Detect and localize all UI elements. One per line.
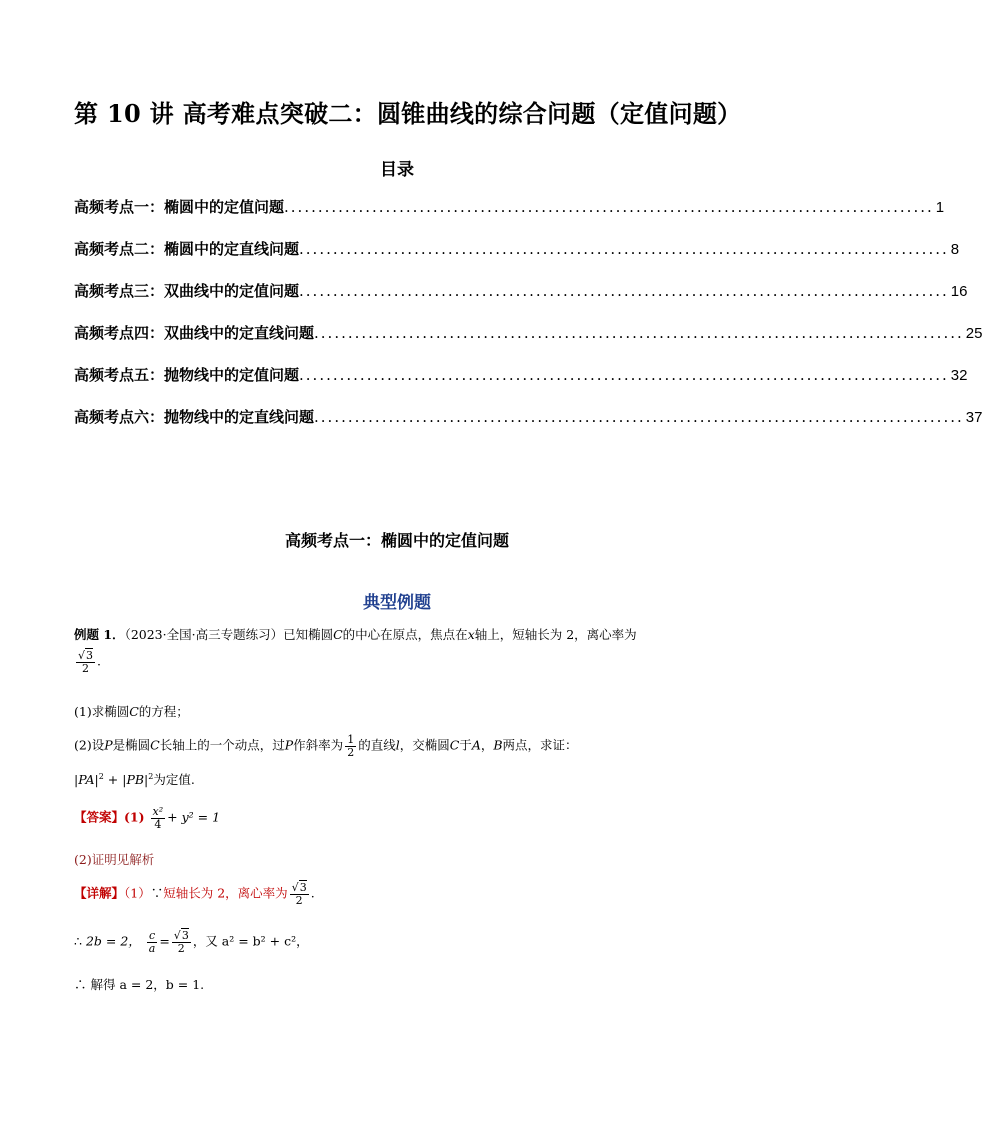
question-1 [74,702,189,720]
var-C: C [449,737,460,753]
a-var: a [148,941,156,955]
answer-part2: (2)证明见解析 [74,852,155,867]
answer-numerator: x² [152,805,164,818]
var-l: l [395,737,400,753]
var-C: C [129,704,139,719]
detail-eq: 2b = 2， [85,933,141,949]
table-of-contents [74,196,982,448]
slope-numerator: 1 [347,733,355,746]
ecc-numerator: 3 [181,929,189,942]
toc-item-page: 32 [950,367,968,384]
toc-item-label: 高频考点二：椭圆中的定直线问题 [74,240,300,258]
q2-text: 作斜率为 [293,737,344,753]
detail-text: （1） [124,885,151,901]
example-source: （2023·全国·高三专题练习） [124,627,284,642]
example-text: 已知椭圆 [283,627,334,642]
detail-line1 [74,882,315,906]
example-text: 的中心在原点，焦点在 [342,627,468,642]
var-P: P [284,737,294,753]
example-stem-line1 [74,625,637,643]
expr-PA: |PA| [74,772,99,787]
toc-leader-dots: ................................................................................................ [314,408,964,426]
eccentricity-value: $\frac{√3}{2}$ . [78,649,101,675]
q2-tail: 为定值. [153,772,195,787]
q2-text: 两点，求证： [502,737,578,753]
detail-ecc-fraction: $\frac{√3}{2}$ [173,929,189,955]
expr-PB: |PB| [122,772,149,787]
because-symbol: ∵ [150,885,164,901]
toc-item[interactable] [74,238,960,280]
ecc-denominator: 2 [177,941,185,955]
detail-text: 解得 a = 2，b = 1. [90,977,205,992]
var-A: A [471,737,481,753]
typical-examples-heading: 典型例题 [363,593,431,613]
answer-part1-label: (1) [124,809,145,825]
detail-text: . [310,885,315,901]
toc-item[interactable] [74,322,982,364]
detail-tag: 【详解】 [74,885,125,901]
slope-denominator: 2 [347,745,355,759]
toc-item-page: 8 [950,241,960,258]
section-heading: 高频考点一：椭圆中的定值问题 [284,531,509,550]
example-label: 例题 1． [74,627,125,642]
q2-text: (2)设 [74,737,105,753]
toc-leader-dots: ................................................................................................ [284,198,934,216]
q2-text: 的直线 [358,737,396,753]
toc-item-page: 1 [935,199,945,216]
ecc-denominator: 2 [82,661,89,675]
toc-item-label: 高频考点三：双曲线中的定值问题 [74,282,300,300]
toc-leader-dots: ................................................................................................ [299,282,949,300]
therefore-symbol: ∴ [74,933,82,949]
toc-item[interactable] [74,406,982,448]
answer-tag: 【答案】 [74,809,125,825]
ecc-numerator: 3 [299,881,307,894]
toc-item[interactable] [74,364,968,406]
var-P: P [104,737,113,753]
toc-item-label: 高频考点五：抛物线中的定值问题 [74,366,300,384]
document-title: 第 10 讲 高考难点突破二：圆锥曲线的综合问题（定值问题） [74,99,742,128]
q2-text: 是椭圆 [112,737,151,753]
toc-item[interactable] [74,280,968,322]
question-2-expression: $|PA|^2 + |PB|^2$为定值. [74,771,195,787]
question-2 [74,734,578,758]
toc-item-page: 25 [965,325,982,342]
q1-tail: 的方程； [138,704,189,719]
toc-item-label: 高频考点四：双曲线中的定直线问题 [74,324,315,342]
var-B: B [493,737,503,753]
q2-text: ，交椭圆 [399,737,450,753]
var-C: C [333,627,343,642]
toc-heading: 目录 [380,160,414,180]
ecc-numerator: 3 [86,649,94,662]
var-x: x [467,627,475,642]
ecc-denominator: 2 [295,893,303,907]
c-var: c [148,929,156,942]
ca-fraction [147,930,158,954]
detail-eq: ，又 a² = b² + c²， [192,933,309,949]
q2-text: ， [480,737,494,753]
toc-leader-dots: ................................................................................................ [299,366,949,384]
example-text: 轴上，短轴长为 2，离心率为 [474,627,637,642]
detail-line3 [74,975,204,993]
toc-item-page: 16 [950,283,968,300]
toc-item-page: 37 [965,409,982,426]
toc-item-label: 高频考点一：椭圆中的定值问题 [74,198,285,216]
therefore-symbol: ∴ [74,977,87,992]
answer-fraction [151,806,166,830]
answer-denominator: 4 [154,817,162,831]
q1-text: (1)求椭圆 [74,704,130,719]
q2-text: 长轴上的一个动点，过 [159,737,285,753]
detail-line2 [74,930,309,954]
equals-sign: = [159,933,170,949]
toc-item-label: 高频考点六：抛物线中的定直线问题 [74,408,315,426]
slope-fraction [345,734,356,758]
var-C: C [150,737,160,753]
eccentricity-fraction: $\frac{√3}{2}$ [78,649,94,675]
toc-leader-dots: ................................................................................................ [314,324,964,342]
answer-eq-tail: + y² = 1 [167,809,221,825]
toc-item[interactable] [74,196,945,238]
expr-plus: + [103,772,123,787]
detail-text: 短轴长为 2，离心率为 [163,885,288,901]
detail-ecc-fraction: $\frac{√3}{2}$ [291,881,307,907]
q2-text: 于 [459,737,472,753]
answer-line [74,806,220,830]
toc-leader-dots: ................................................................................................ [299,240,949,258]
